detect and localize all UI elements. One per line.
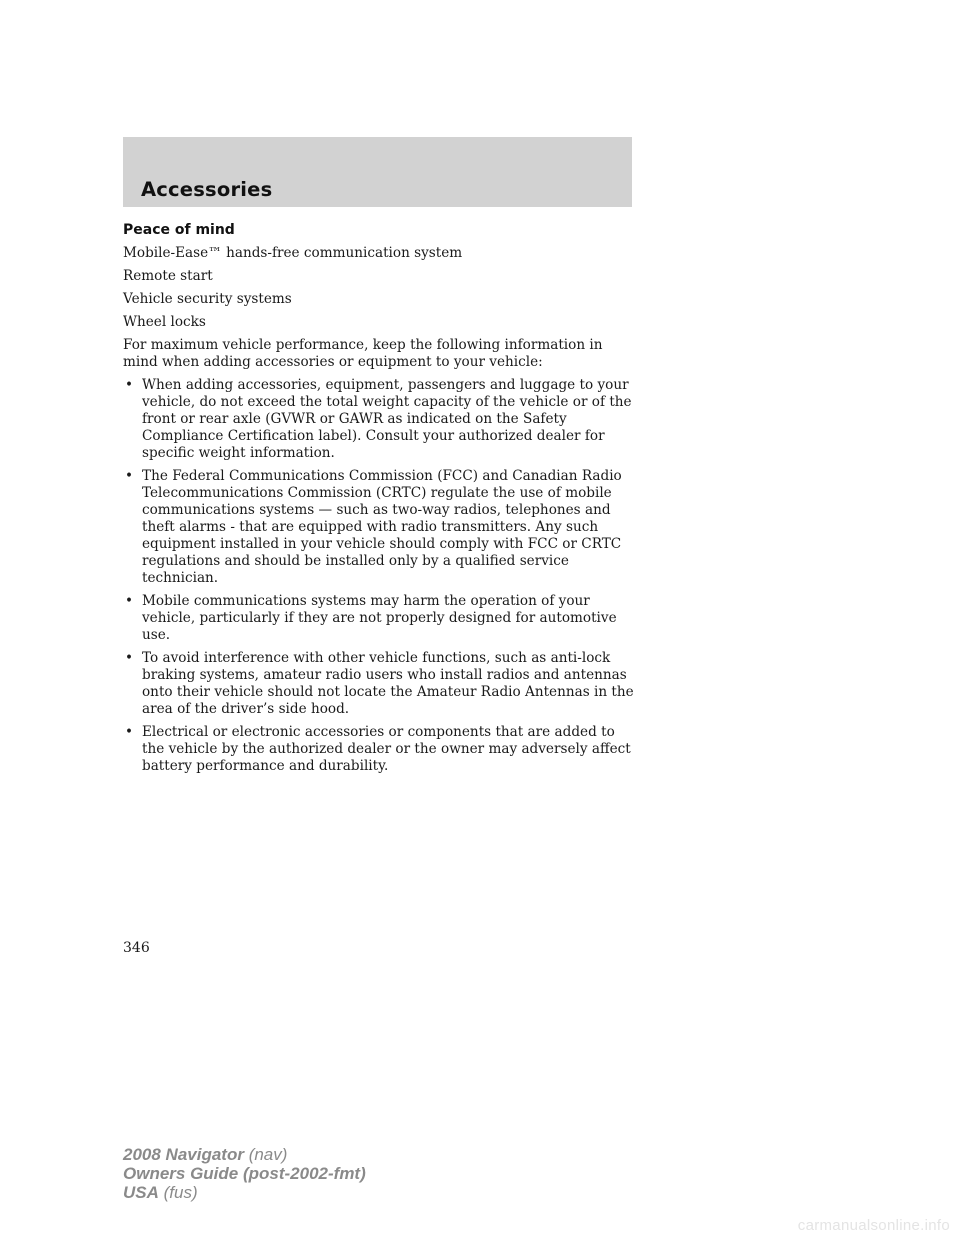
bullet-text: Mobile communications systems may harm the operation of your vehicle, particularly if they are not properly designed for automotive use. [142,593,617,643]
bullet-icon: • [125,650,134,666]
bullet-item [123,650,635,718]
bullet-icon: • [125,593,134,609]
page-title: Accessories [141,178,273,201]
document-footer [123,1145,366,1202]
bullet-text: The Federal Communications Commission (FCC) and Canadian Radio Telecommunications Commission (CRTC) regulate the use of mobile communications systems — such as two-way radios, telephones and theft alarms - that are equipped with radio transmitters. Any such equipment installed in your vehicle should comply with FCC or CRTC regulations and should be installed only by a qualified service technician. [142,468,622,586]
bullet-text: Electrical or electronic accessories or components that are added to the vehicle by the authorized dealer or the owner may adversely affect battery performance and durability. [142,724,631,774]
bullet-icon: • [125,724,134,740]
section-header-band [123,137,632,207]
list-item: Wheel locks [123,314,206,330]
bullet-item [123,724,635,775]
footer-guide: Owners Guide (post-2002-fmt) [123,1164,366,1183]
bullet-text: When adding accessories, equipment, passengers and luggage to your vehicle, do not exceed the total weight capacity of the vehicle or of the front or rear axle (GVWR or GAWR as indicated on the Safety Compliance Certification label). Consult your authorized dealer for specific weight information. [142,377,632,461]
bullet-item [123,377,635,462]
bullet-item [123,593,635,644]
footer-line-1 [123,1145,366,1164]
footer-model: 2008 Navigator [123,1145,244,1164]
page-content [123,222,635,781]
footer-market: USA [123,1183,159,1202]
footer-model-code: (nav) [248,1145,288,1164]
list-item: Mobile-Ease™ hands-free communication system [123,245,463,261]
bullet-item [123,468,635,587]
page-number: 346 [123,940,150,956]
bullet-icon: • [125,468,134,484]
footer-market-code: (fus) [163,1183,198,1202]
intro-paragraph: For maximum vehicle performance, keep the following information in mind when adding accessories or equipment to your vehicle: [123,337,603,370]
list-item: Remote start [123,268,213,284]
footer-line-2 [123,1164,366,1183]
bullet-text: To avoid interference with other vehicle functions, such as anti-lock braking systems, amateur radio users who install radios and antennas onto their vehicle should not locate the Amateur Radio Antennas in the area of the driver’s side hood. [142,650,634,717]
list-item: Vehicle security systems [123,291,292,307]
section-heading: Peace of mind [123,222,235,238]
watermark-link[interactable]: carmanualsonline.info [797,1217,950,1234]
footer-line-3 [123,1183,366,1202]
bullet-list [123,377,635,775]
bullet-icon: • [125,377,134,393]
